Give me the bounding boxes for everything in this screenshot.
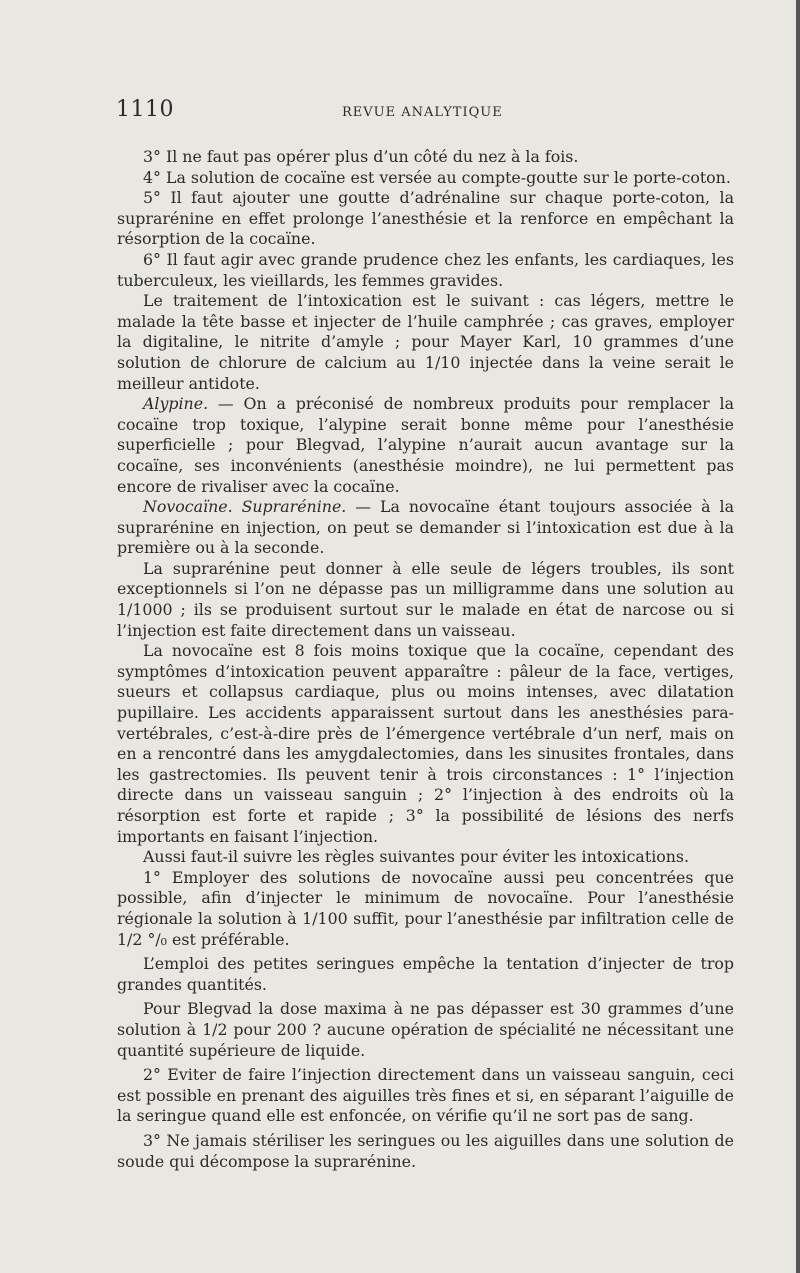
page-header — [116, 97, 736, 127]
paragraph: 3° Il ne faut pas opérer plus d’un côté du nez à la fois. — [143, 147, 579, 166]
paragraph: Alypine. — On a préconisé de nombreux produits pour remplacer la cocaïne trop toxique, l’alypine serait bonne même pour l’anesthésie superficielle ; pour Blegvad, l’alypine n’aurait aucun avantage sur la cocaïne, ses inconvénients (anesthésie moindre), ne lui permettent pas encore de rivaliser avec la cocaïne. — [117, 394, 734, 496]
paragraph: Aussi faut-il suivre les règles suivantes pour éviter les intoxications. — [143, 847, 690, 867]
paragraph: Le traitement de l’intoxication est le suivant : cas légers, mettre le malade la tête basse et injecter de l’huile camphrée ; cas graves, employer la digitaline, le nitrite d’amyle ; pour Mayer Karl, 10 grammes d’une solution de chlorure de calcium au 1/10 injectée dans la veine serait le meilleur antidote. — [117, 291, 734, 393]
paragraph: La suprarénine peut donner à elle seule de légers troubles, ils sont exceptionnels si l’on ne dépasse pas un milligramme dans une solution au 1/1000 ; ils se produisent surtout sur le malade en état de narcose ou si l’injection est faite directement dans un vaisseau. — [117, 558, 734, 640]
paragraph: 4° La solution de cocaïne est versée au compte-goutte sur le porte-coton. — [143, 167, 731, 187]
section-lead: Alypine. — [143, 394, 209, 414]
paragraph: La novocaïne est 8 fois moins toxique que la cocaïne, cependant des symptômes d’intoxication peuvent apparaître : pâleur de la face, vertiges, sueurs et collapsus cardiaque, plus ou moins intenses, avec dilatation pupillaire. Les accidents apparaissent surtout dans les anesthésies para-vertébrales, c’est-à-dire près de l’émergence vertébrale d’un nerf, mais on en a rencontré dans les amygdalectomies, dans les sinusites frontales, dans les gastrectomies. Ils peuvent tenir à trois circonstances : 1° l’injection directe dans un vaisseau sanguin ; 2° l’injection à des endroits où la résorption est forte et rapide ; 3° la possibilité de lésions des nerfs importants en faisant l’injection. — [117, 641, 734, 846]
section-lead: Novocaïne. Suprarénine. — [143, 497, 347, 517]
page-edge — [796, 0, 800, 1273]
paragraph: Pour Blegvad la dose maxima à ne pas dépasser est 30 grammes d’une solution à 1/2 pour 200 ? aucune opération de spécialité ne nécessitant une quantité supérieure de liquide. — [117, 999, 734, 1060]
paragraph: Novocaïne. Suprarénine. — La novocaïne étant toujours associée à la suprarénine en injection, on peut se demander si l’intoxication est due à la première ou à la seconde. — [117, 497, 734, 558]
paragraph: 2° Eviter de faire l’injection directement dans un vaisseau sanguin, ceci est possible en prenant des aiguilles très fines et si, en séparant l’aiguille de la seringue quand elle est enfoncée, on vérifie qu’il ne sort pas de sang. — [117, 1065, 734, 1126]
paragraph: L’emploi des petites seringues empêche la tentation d’injecter de trop grandes quantités. — [117, 954, 734, 994]
body-text — [117, 147, 734, 1172]
running-head: REVUE ANALYTIQUE — [342, 105, 503, 120]
paragraph: 6° Il faut agir avec grande prudence chez les enfants, les cardiaques, les tuberculeux, les vieillards, les femmes gravides. — [117, 249, 734, 290]
paragraph: 1° Employer des solutions de novocaïne aussi peu concentrées que possible, afin d’injecter le minimum de novocaïne. Pour l’anesthésie régionale la solution à 1/100 suffit, pour l’anesthésie par infiltration celle de 1/2 °/₀ est préférable. — [117, 867, 734, 949]
paragraph: 3° Ne jamais stériliser les seringues ou les aiguilles dans une solution de soude qui décompose la suprarénine. — [117, 1130, 734, 1171]
page-number: 1110 — [116, 97, 174, 122]
paragraph: 5° Il faut ajouter une goutte d’adrénaline sur chaque porte-coton, la suprarénine en effet prolonge l’anesthésie et la renforce en empêchant la résorption de la cocaïne. — [117, 188, 734, 249]
